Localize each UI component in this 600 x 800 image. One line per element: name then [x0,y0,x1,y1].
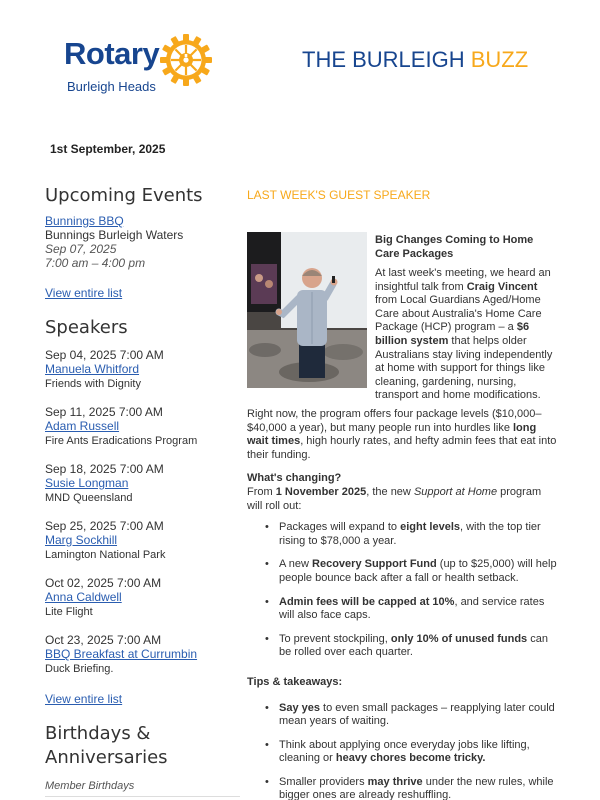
event-time: 7:00 am – 4:00 pm [45,256,146,270]
speaker-link[interactable]: Anna Caldwell [45,590,122,604]
list-item: • Packages will expand to eight levels, with the top tier rising to $78,000 a year. [247,521,559,548]
speaker-item [45,519,240,562]
speaker-item [45,348,240,391]
speaker-link[interactable]: Marg Sockhill [45,533,118,547]
speaker-link[interactable]: Susie Longman [45,476,129,490]
speaker-photo [247,232,367,388]
birthdays-heading: Birthdays & Anniversaries [45,723,168,768]
speaker-item [45,405,240,448]
events-heading: Upcoming Events [45,185,203,206]
list-item: • Smaller providers may thrive under the new rules, while bigger ones are already reshuffling. [247,776,559,800]
logo-club-name: Burleigh Heads [67,79,156,94]
speakers-heading: Speakers [45,317,128,338]
speakers-view-all-link[interactable]: View entire list [45,692,123,706]
section-label: LAST WEEK'S GUEST SPEAKER [247,188,431,202]
issue-date: 1st September, 2025 [50,142,166,156]
speaker-item [45,576,240,619]
events-view-all-link[interactable]: View entire list [45,286,123,300]
speaker-date: Sep 25, 2025 7:00 AM [45,519,164,533]
speaker-date: Oct 02, 2025 7:00 AM [45,576,162,590]
speaker-topic: Fire Ants Eradications Program [45,435,198,447]
event-location: Bunnings Burleigh Waters [45,228,184,242]
article-paragraph: What's changing? From 1 November 2025, the new Support at Home program will roll out: [247,472,542,512]
article-intro: At last week's meeting, we heard an insightful talk from Craig Vincent from Local Guardians Aged/Home Care about Australia's Home Care Package (HCP) program – a $6 billion system that helps older Australians stay living independently at home with support for things like cleaning, gardening, nursing, transport and home modifications. [375,267,553,402]
speaker-item [45,633,240,676]
speaker-link[interactable]: Adam Russell [45,419,120,433]
speaker-topic: MND Queensland [45,492,133,504]
speaker-link[interactable]: Manuela Whitford [45,362,140,376]
tips-list [247,702,559,800]
speakers-list [45,348,240,676]
list-item: • To prevent stockpiling, only 10% of unused funds can be rolled over each quarter. [247,633,559,660]
speaker-date: Sep 11, 2025 7:00 AM [45,405,163,419]
newsletter-title-accent: BUZZ [470,47,529,72]
speaker-topic: Lite Flight [45,606,93,618]
event-link[interactable]: Bunnings BBQ [45,214,124,228]
article-body [247,408,559,800]
speaker-date: Sep 18, 2025 7:00 AM [45,462,164,476]
speaker-topic: Friends with Dignity [45,378,141,390]
article-title: Big Changes Coming to Home Care Packages [375,234,534,260]
speaker-topic: Lamington National Park [45,549,166,561]
changes-list [247,521,559,660]
list-item: • Admin fees will be capped at 10%, and service rates will also face caps. [247,596,559,623]
member-birthdays-subheading: Member Birthdays [45,780,240,797]
main-article [247,188,559,800]
speaker-date: Oct 23, 2025 7:00 AM [45,633,162,647]
list-item: • Say yes to even small packages – reapplying later could mean years of waiting. [247,702,559,729]
speaker-topic: Duck Briefing. [45,663,114,675]
speaker-link[interactable]: BBQ Breakfast at Currumbin [45,647,198,661]
speaker-date: Sep 04, 2025 7:00 AM [45,348,164,362]
changing-heading: What's changing? [247,472,342,485]
logo-wordmark: Rotary [64,36,160,71]
sidebar [45,184,240,797]
article-paragraph: Right now, the program offers four package levels ($10,000–$40,000 a year), but many people run into hurdles like long wait times, high hourly rates, and hefty admin fees that eat into their funding. [247,408,557,461]
tips-heading: Tips & takeaways: [247,675,343,688]
event-date: Sep 07, 2025 [45,242,117,256]
speaker-item [45,462,240,505]
event-item [45,214,240,270]
list-item: • A new Recovery Support Fund (up to $25,000) will help people bounce back after a fall or health setback. [247,558,559,585]
newsletter-title: THE BURLEIGH BUZZ [302,47,529,72]
rotary-wheel-icon [160,34,212,86]
list-item: • Think about applying once everyday jobs like lifting, cleaning or heavy chores become tricky. [247,739,559,766]
